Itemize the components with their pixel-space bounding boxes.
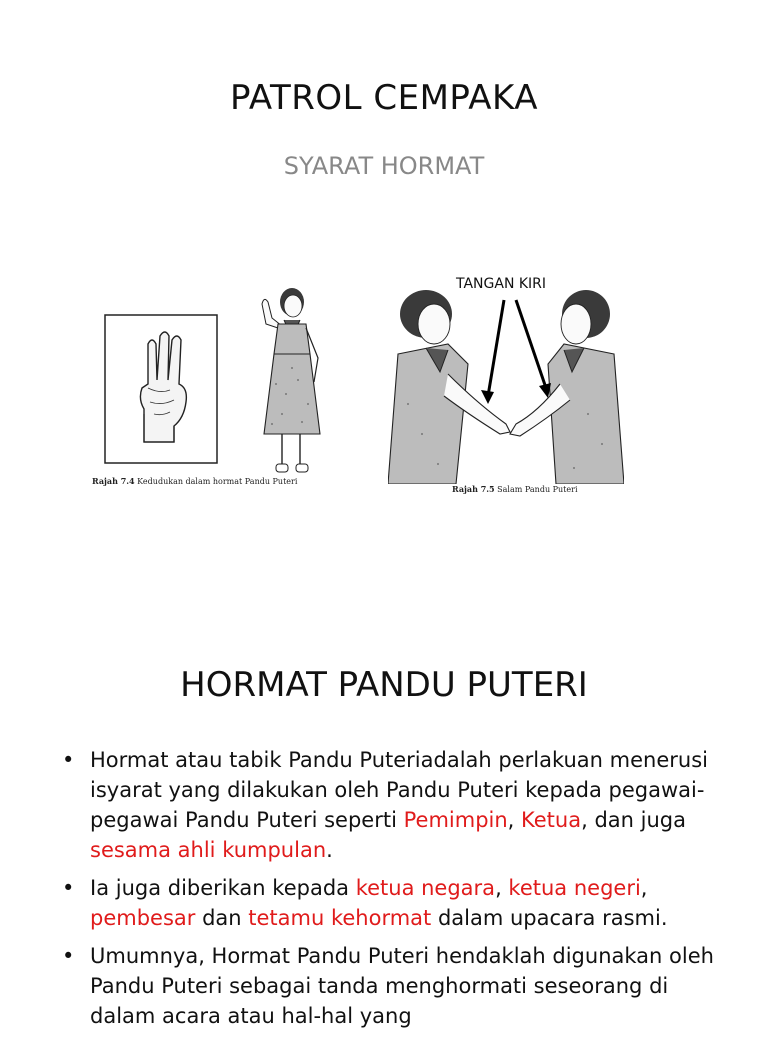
bullet-text: dan (195, 906, 249, 930)
slide-subtitle: SYARAT HORMAT (283, 152, 485, 180)
caption-text: Salam Pandu Puteri (497, 485, 578, 494)
highlight-text: ketua negara (355, 876, 496, 900)
slide-title: PATROL CEMPAKA (230, 78, 538, 118)
bullet-text: , (640, 876, 648, 900)
caption-text: Kedudukan dalam hormat Pandu Puteri (137, 477, 298, 486)
highlight-text: Pemimpin (403, 808, 508, 832)
caption-figure-7-5 (452, 484, 578, 494)
hand-salute-illustration (104, 314, 218, 464)
highlight-text: Ketua (521, 808, 582, 832)
highlight-text: pembesar (90, 906, 196, 930)
caption-figure-7-4 (92, 476, 297, 486)
bullet-text: Hormat atau tabik Pandu Puteriadalah perlakuan menerusi isyarat yang dilakukan oleh Pandu Puteri kepada pegawai-pegawai Pandu Puteri seperti (90, 748, 708, 832)
arrow-label: TANGAN KIRI (456, 276, 547, 292)
highlight-text: tetamu kehormat (248, 906, 432, 930)
bullet-item (62, 873, 722, 933)
highlight-text: sesama ahli kumpulan (90, 838, 327, 862)
bullet-list (62, 745, 722, 1039)
girl-saluting-illustration (252, 284, 332, 480)
bullet-text: Ia juga diberikan kepada (90, 876, 356, 900)
caption-number: Rajah 7.4 (92, 476, 135, 486)
bullet-text: , (507, 808, 522, 832)
left-handshake-illustration (388, 284, 624, 484)
highlight-text: ketua negeri (508, 876, 641, 900)
bullet-text: Umumnya, Hormat Pandu Puteri hendaklah digunakan oleh Pandu Puteri sebagai tanda menghormati seseorang di dalam acara atau hal-hal yang (90, 944, 714, 1028)
bullet-item (62, 745, 722, 865)
section-title: HORMAT PANDU PUTERI (180, 665, 588, 705)
bullet-text: , (495, 876, 509, 900)
bullet-item (62, 941, 722, 1031)
bullet-text: , dan juga (581, 808, 686, 832)
bullet-text: dalam upacara rasmi. (431, 906, 668, 930)
bullet-text: . (326, 838, 333, 862)
caption-number: Rajah 7.5 (452, 484, 495, 494)
